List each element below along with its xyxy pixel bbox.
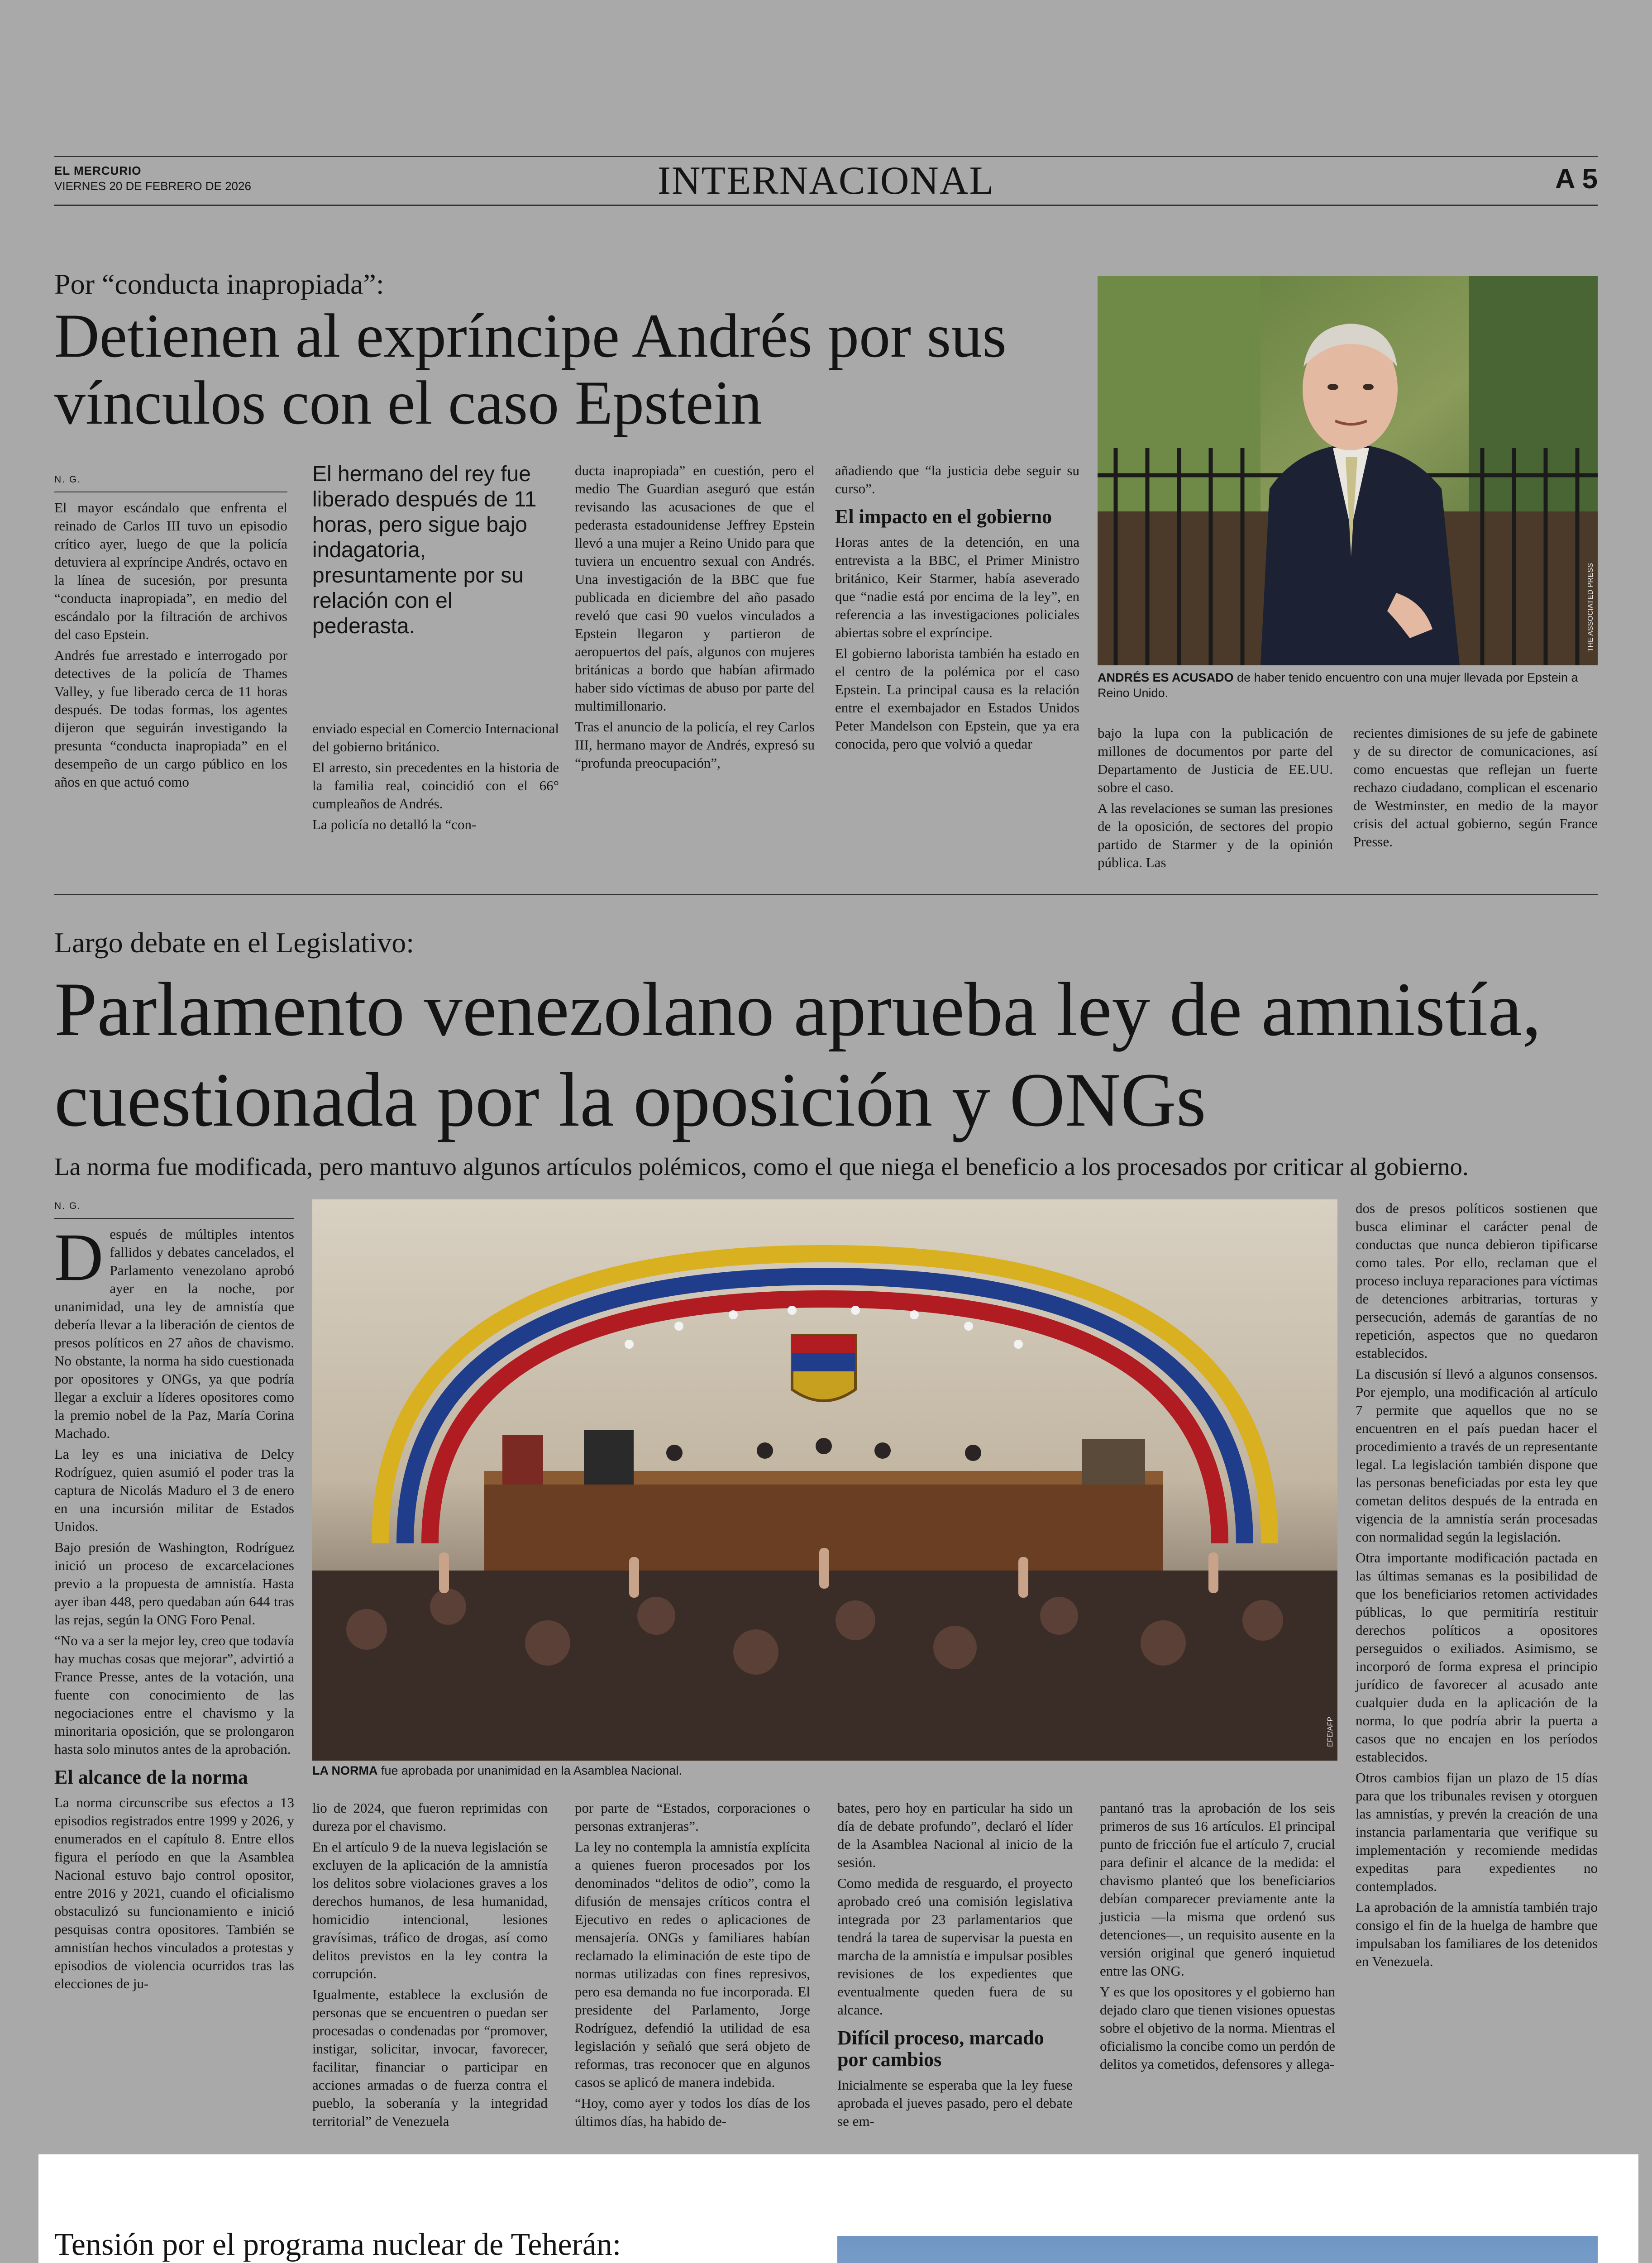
story2-kicker: Largo debate en el Legislativo: xyxy=(54,926,414,959)
story1-caption xyxy=(1098,670,1598,701)
story2-subhead-2: Difícil proceso, marcado por cambios xyxy=(837,2027,1044,2071)
paragraph: Otros cambios fijan un plazo de 15 días para que los tribunales revisen y otorguen las amnistías, y prevén la creación de una instancia parlamentaria que verifique su implementación y recomiende medidas expeditas para expedientes no contemplados. xyxy=(1356,1770,1598,1894)
paragraph: A las revelaciones se suman las presiones de la oposición, de sectores del propio partido de Starmer y de la opinión pública. Las xyxy=(1098,800,1333,870)
story1-column-6 xyxy=(1353,724,1598,878)
paragraph: Horas antes de la detención, en una entrevista a la BBC, el Primer Ministro británico, Keir Starmer, había aseverado que “nadie está por encima de la ley”, en referencia a las investigaciones policiales abiertas sobre el expríncipe. xyxy=(835,534,1079,640)
story1-photo-credit: THE ASSOCIATED PRESS xyxy=(1587,563,1595,652)
story2-column-1 xyxy=(54,1197,294,2111)
story2-deck: La norma fue modificada, pero mantuvo algunos artículos polémicos, como el que niega el beneficio a los procesados por criticar al gobierno. xyxy=(54,1153,1469,1180)
paragraph: Y es que los opositores y el gobierno han dejado claro que tienen visiones opuestas sobre el objetivo de la norma. Mientras el oficialismo la concibe como un perdón de delitos ya cometidos, defensores y allega- xyxy=(1100,1984,1335,2072)
page-number: A 5 xyxy=(1555,163,1598,195)
prince-andrew-photo-illustration xyxy=(1098,276,1598,665)
story1-photo xyxy=(1098,276,1598,665)
story2-column-2 xyxy=(312,1799,548,2129)
venezuela-assembly-photo-illustration xyxy=(312,1199,1337,1761)
story2-photo xyxy=(312,1199,1337,1761)
paragraph: El mayor escándalo que enfrenta el reinado de Carlos III tuvo un episodio crítico ayer, luego de que la policía detuviera al expríncipe Andrés, octavo en la línea de sucesión, por presunta “conducta inapropiada”, en medio del escándalo por la filtración de archivos del caso Epstein. xyxy=(54,500,287,642)
story1-column-4 xyxy=(835,462,1079,878)
paragraph: añadiendo que “la justicia debe seguir su curso”. xyxy=(835,463,1079,497)
paragraph: dos de presos políticos sostienen que busca eliminar el carácter penal de conductas que nunca debieron tipificarse como tales. Por ello, reclaman que el proceso incluya reparaciones para víctimas de detenciones arbitrarias, torturas y persecución, además de garantías de no repetición, aspectos que no quedaron establecidos. xyxy=(1356,1200,1598,1361)
paragraph: La policía no detalló la “con- xyxy=(312,816,477,832)
paragraph: Inicialmente se esperaba que la ley fuese aprobada el jueves pasado, pero el debate se em- xyxy=(837,2077,1073,2129)
paragraph: pantanó tras la aprobación de los seis primeros de sus 16 artículos. El principal punto de fricción fue el artículo 7, crucial para definir el alcance de la medida: el chavismo planteó que los beneficiarios debían comparecer previamente ante la justicia —la misma que ordenó sus detenciones—, un requisito ausente en la versión original que generó inquietud entre las ONG. xyxy=(1100,1800,1335,1979)
aircraft-carrier-photo-illustration xyxy=(837,2236,1598,2263)
caption-text: fue aprobada por unanimidad en la Asamblea Nacional. xyxy=(377,1764,682,1777)
story2-column-4 xyxy=(837,1799,1073,2129)
paragraph: Como medida de resguardo, el proyecto aprobado creó una comisión legislativa integrada por 23 parlamentarios que tendrá la tarea de supervisar la puesta en marcha de la amnistía e impulsar posibles revisiones de los expedientes que eventualmente queden fuera de su alcance. xyxy=(837,1875,1073,2018)
paragraph: El gobierno laborista también ha estado en el centro de la polémica por el caso Epstein. La principal causa es la relación entre el exembajador en Estados Unidos Peter Mandelson con Epstein, que ya era conocida, pero que volvió a quedar xyxy=(835,645,1079,752)
paragraph: recientes dimisiones de su jefe de gabinete y de su director de comunicaciones, así como encuestas que reflejan un fuerte rechazo ciudadano, complican el escenario de Westminster, en medio de la mayor crisis del actual gobierno, según France Presse. xyxy=(1353,725,1598,850)
paragraph: bajo la lupa con la publicación de millones de documentos por parte del Departamento de Justicia de EE.UU. sobre el caso. xyxy=(1098,725,1333,795)
story1-pullquote: El hermano del rey fue liberado después de 11 horas, pero sigue bajo indagatoria, presuntamente por su relación con el pederasta. xyxy=(312,462,537,638)
story2-column-6 xyxy=(1356,1199,1598,2111)
paragraph: enviado especial en Comercio Internacional del gobierno británico. xyxy=(312,721,559,754)
story2-byline: N. G. xyxy=(54,1197,294,1219)
paragraph: Otra importante modificación pactada en las últimas semanas es la posibilidad de que los beneficiarios retomen actividades públicas, lo que permitiría restituir derechos políticos a opositores perseguidos o exiliados. Asimismo, se incorporó de forma expresa el principio jurídico de favorecer al acusado ante cualquier duda en la aplicación de la norma, lo que podría abrir la puerta a casos que no encajen en los períodos establecidos. xyxy=(1356,1550,1598,1765)
paragraph: En el artículo 9 de la nueva legislación se excluyen de la aplicación de la amnistía los delitos sobre violaciones graves a los derechos humanos, de lesa humanidad, homicidio intencional, lesiones gravísimas, tráfico de drogas, así como delitos previstos en la ley contra la corrupción. xyxy=(312,1839,548,1981)
story1-bottom-rule xyxy=(54,894,1598,895)
dropcap: D xyxy=(54,1220,104,1295)
story2-subhead-1: El alcance de la norma xyxy=(54,1766,248,1788)
paragraph: “Hoy, como ayer y todos los días de los últimos días, ha habido de- xyxy=(575,2095,810,2129)
story1-column-2 xyxy=(312,720,559,878)
story2-photo-credit: EFE/AFP xyxy=(1327,1717,1334,1747)
issue-date: VIERNES 20 DE FEBRERO DE 2026 xyxy=(54,179,251,193)
story1-column-5 xyxy=(1098,724,1333,878)
caption-lead: ANDRÉS ES ACUSADO xyxy=(1098,671,1234,684)
paragraph: La discusión sí llevó a algunos consensos. Por ejemplo, una modificación al artículo 7 permite que aquellos que no se encuentren en el país puedan hacer el procedimiento a través de un representante legal. La legislación también dispone que las personas beneficiadas por esta ley que cometan delitos después de la entrada en vigencia de la amnistía serán procesadas con normalidad según la legislación. xyxy=(1356,1366,1598,1545)
paragraph: La ley no contempla la amnistía explícita a quienes fueron procesados por los denominados “delitos de odio”, como la difusión de mensajes críticos contra el Ejecutivo en redes o aplicaciones de mensajería. ONGs y familiares habían reclamado la eliminación de este tipo de normas utilizadas con fines represivos, pero esa demanda no fue incorporada. El presidente del Parlamento, Jorge Rodríguez, defendió la utilidad de esa legislación y señaló que será objeto de reformas, tras reconocer que en algunos casos se aplicó de manera indebida. xyxy=(575,1839,810,2090)
story1-byline: N. G. xyxy=(54,471,287,492)
caption-lead: LA NORMA xyxy=(312,1764,378,1777)
paragraph: Igualmente, establece la exclusión de personas que se encuentren o puedan ser procesadas o condenadas por “promover, instigar, solicitar, invocar, favorecer, facilitar, financiar o participar en acciones armadas o de fuerza contra el pueblo, la soberanía y la integridad territorial” de Venezuela xyxy=(312,1986,548,2129)
story2-column-3 xyxy=(575,1799,810,2129)
header-bottom-rule xyxy=(54,205,1598,206)
story1-subhead: El impacto en el gobierno xyxy=(835,506,1052,528)
story3-kicker: Tensión por el programa nuclear de Teherán: xyxy=(54,2227,621,2262)
paragraph: bates, pero hoy en particular ha sido un día de debate profundo”, declaró el líder de la Asamblea Nacional al inicio de la sesión. xyxy=(837,1800,1073,1870)
paragraph: ducta inapropiada” en cuestión, pero el medio The Guardian aseguró que están revisando las acusaciones de que el pederasta estadounidense Jeffrey Epstein llevó a una mujer a Reino Unido para que tuviera un encuentro sexual con Andrés. Una investigación de la BBC que fue publicada en diciembre del año pasado reveló que casi 90 vuelos vinculados a Epstein llegaron y partieron de aeropuertos del país, algunos con mujeres británicas a bordo que habían afirmado haber sido víctimas de abuso por parte del multimillonario. xyxy=(575,463,815,714)
paragraph: Andrés fue arrestado e interrogado por detectives de la policía de Thames Valley, y fue liberado cerca de 11 horas después. De todas formas, los agentes dijeron que seguirán investigando la presunta “conducta inapropiada” en el desempeño de un cargo público en los años en que actuó como xyxy=(54,647,287,790)
paragraph: La aprobación de la amnistía también trajo consigo el fin de la huelga de hambre que impulsaban los familiares de los detenidos en Venezuela. xyxy=(1356,1899,1598,1969)
caption-text: de haber tenido encuentro con una mujer llevada por Epstein a Reino Unido. xyxy=(1098,671,1578,700)
paragraph: “No va a ser la mejor ley, creo que todavía hay muchas cosas que mejorar”, advirtió a France Presse, antes de la votación, una fuente con conocimiento de las negociaciones entre el chavismo y la minoritaria oposición, que se prolongaron hasta solo minutos antes de la aprobación. xyxy=(54,1633,294,1757)
story1-headline: Detienen al expríncipe Andrés por sus vínculos con el caso Epstein xyxy=(54,301,1007,437)
paragraph xyxy=(54,1220,294,1442)
paragraph-text: espués de múltiples intentos fallidos y debates cancelados, el Parlamento venezolano aprobó ayer en la noche, por unanimidad, una ley de amnistía que debería llevar a la liberación de cientos de presos políticos en 27 años de chavismo. No obstante, la norma ha sido cuestionada por opositores y ONGs, ya que podría llegar a excluir a líderes opositores como la premio nobel de la Paz, María Corina Machado. xyxy=(54,1226,294,1441)
section-title: INTERNACIONAL xyxy=(657,159,995,203)
paper-name: EL MERCURIO xyxy=(54,164,142,177)
paragraph: Bajo presión de Washington, Rodríguez inició un proceso de excarcelaciones previo a la propuesta de amnistía. Hasta ayer iban 448, pero quedaban aún 644 tras las rejas, según la ONG Foro Penal. xyxy=(54,1539,294,1628)
paragraph: La norma circunscribe sus efectos a 13 episodios registrados entre 1999 y 2026, y enumerados en el capítulo 8. Entre ellos figura el período en que la Asamblea Nacional estuvo bajo control opositor, entre 2016 y 2021, cuando el oficialismo obstaculizó su funcionamiento e inició pesquisas contra opositores. También se amnistían hechos vinculados a protestas y episodios de violencia ocurridos tras las elecciones de ju- xyxy=(54,1795,294,1991)
paragraph: Tras el anuncio de la policía, el rey Carlos III, hermano mayor de Andrés, expresó su “profunda preocupación”, xyxy=(575,719,815,771)
story2-headline: Parlamento venezolano aprueba ley de amnistía, cuestionada por la oposición y ONGs xyxy=(54,967,1542,1142)
paragraph: lio de 2024, que fueron reprimidas con dureza por el chavismo. xyxy=(312,1800,548,1834)
story1-kicker: Por “conducta inapropiada”: xyxy=(54,268,384,300)
story2-column-5 xyxy=(1100,1799,1335,2111)
header-top-rule xyxy=(54,156,1598,157)
story3-photo xyxy=(837,2236,1598,2263)
story1-column-1 xyxy=(54,471,287,878)
paragraph: La ley es una iniciativa de Delcy Rodríguez, quien asumió el poder tras la captura de Nicolás Maduro el 3 de enero en una incursión militar de Estados Unidos. xyxy=(54,1446,294,1534)
paragraph: por parte de “Estados, corporaciones o personas extranjeras”. xyxy=(575,1800,810,1834)
story1-column-3 xyxy=(575,462,815,878)
story2-caption xyxy=(312,1763,1337,1778)
paragraph: El arresto, sin precedentes en la historia de la familia real, coincidió con el 66° cumpleaños de Andrés. xyxy=(312,759,559,812)
